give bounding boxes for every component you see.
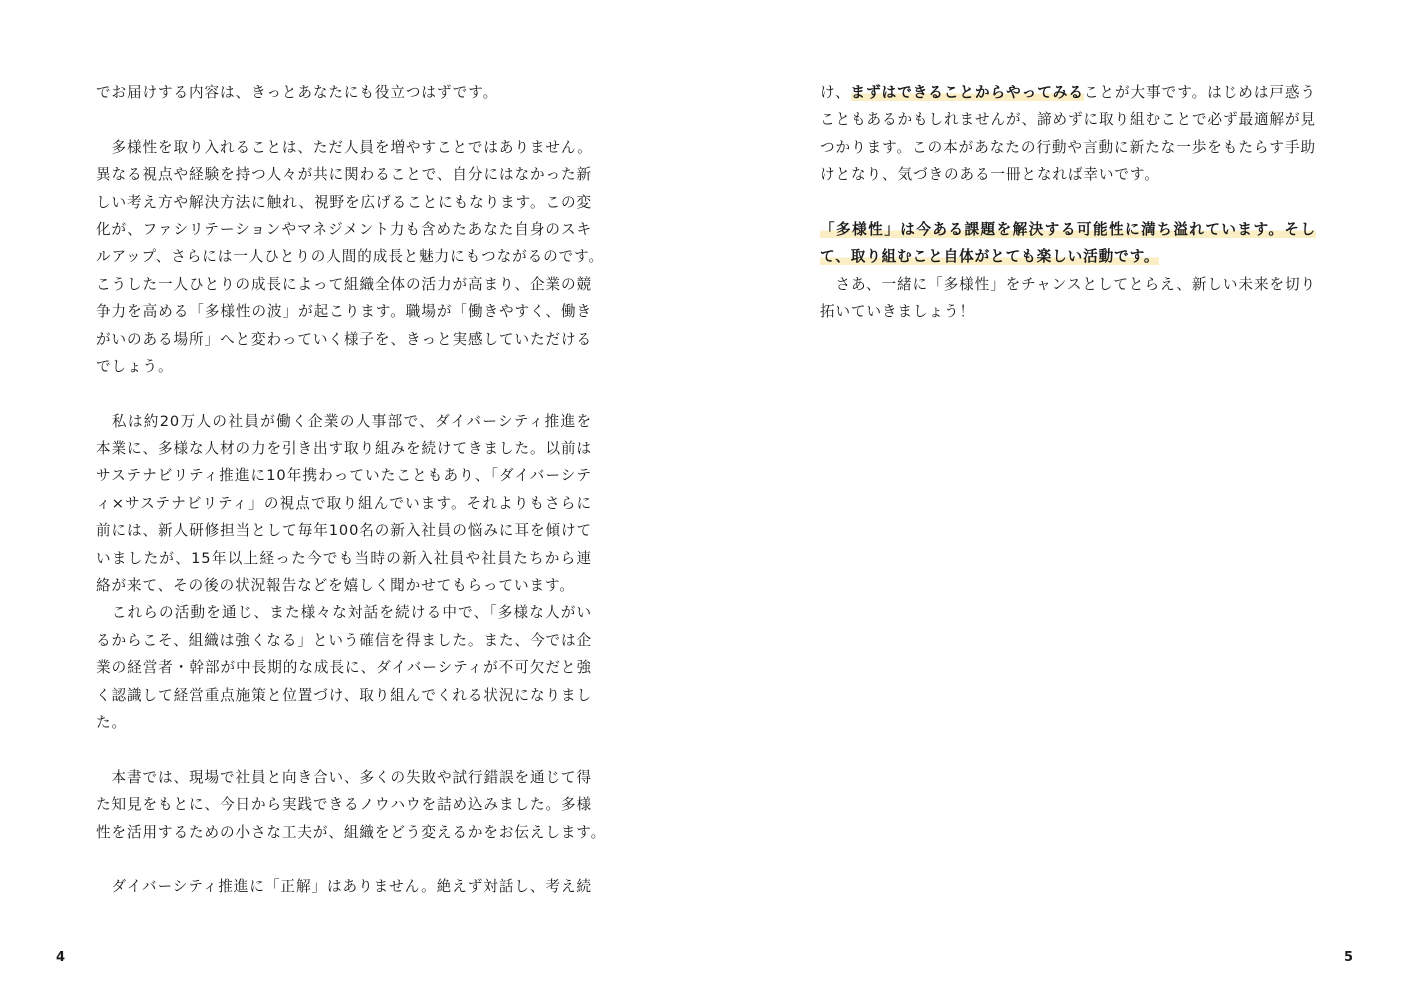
- text-line: 性を活用するための小さな工夫が、組織をどう変えるかをお伝えします。: [96, 823, 607, 841]
- text-line: こうした一人ひとりの成長によって組織全体の活力が高まり、企業の競: [96, 275, 592, 293]
- text-line: いましたが、15年以上経った今でも当時の新入社員や社員たちから連: [96, 549, 592, 567]
- text-line: 争力を高める「多様性の波」が起こります。職場が「働きやすく、働き: [96, 303, 592, 321]
- text-line: た。: [96, 713, 127, 731]
- paragraph-gap: [96, 380, 592, 407]
- text-line: ルアップ、さらには一人ひとりの人間的成長と魅力にもつながるのです。: [96, 248, 604, 266]
- text-line: つかります。この本があなたの行動や言動に新たな一歩をもたらす手助: [820, 138, 1316, 156]
- text-line: でお届けする内容は、きっとあなたにも役立つはずです。: [96, 84, 499, 101]
- text-line: これらの活動を通じ、また様々な対話を続ける中で、「多様な人がい: [96, 604, 592, 622]
- paragraph-gap: [96, 846, 592, 873]
- right-page: [705, 0, 1410, 1000]
- text-line: ィ×サステナビリティ」の視点で取り組んでいます。それよりもさらに: [96, 494, 592, 512]
- text-line: けとなり、気づきのある一冊となれば幸いです。: [820, 166, 1160, 184]
- text-line: 異なる視点や経験を持つ人々が共に関わることで、自分にはなかった新: [96, 166, 592, 184]
- page-number-left: 4: [56, 950, 66, 965]
- text-line: 私は約20万人の社員が働く企業の人事部で、ダイバーシティ推進を: [96, 412, 592, 430]
- paragraph-gap: [96, 736, 592, 763]
- text-line: がいのある場所」へと変わっていく様子を、きっと実感していただける: [96, 330, 592, 348]
- paragraph-gap: [96, 106, 592, 133]
- text-line: 絡が来て、その後の状況報告などを嬉しく聞かせてもらっています。: [96, 577, 575, 595]
- text-line: け、まずはできることからやってみることが大事です。はじめは戸惑う: [820, 84, 1316, 101]
- right-page-text: [820, 79, 1316, 326]
- highlighted-line: て、取り組むこと自体がとても楽しい活動です。: [820, 248, 1160, 266]
- text-line: 前には、新人研修担当として毎年100名の新入社員の悩みに耳を傾けて: [96, 522, 592, 540]
- highlighted-phrase: まずはできることからやってみる: [850, 84, 1084, 101]
- text-line: 本業に、多様な人材の力を引き出す取り組みを続けてきました。以前は: [96, 440, 592, 458]
- text-line: ダイバーシティ推進に「正解」はありません。絶えず対話し、考え続: [96, 878, 592, 896]
- text-line: こともあるかもしれませんが、諦めずに取り組むことで必ず最適解が見: [820, 111, 1316, 129]
- text-line: く認識して経営重点施策と位置づけ、取り組んでくれる状況になりまし: [96, 686, 592, 704]
- left-page-text: [96, 79, 607, 901]
- text-line: 化が、ファシリテーションやマネジメント力も含めたあなた自身のスキ: [96, 220, 592, 238]
- text-line: 業の経営者・幹部が中長期的な成長に、ダイバーシティが不可欠だと強: [96, 659, 592, 677]
- text-line: た知見をもとに、今日から実践できるノウハウを詰め込みました。多様: [96, 796, 592, 814]
- text-line: 拓いていきましょう！: [820, 303, 975, 321]
- text-line: さあ、一緒に「多様性」をチャンスとしてとらえ、新しい未来を切り: [820, 275, 1317, 293]
- text-line: でしょう。: [96, 357, 174, 375]
- page-number-right: 5: [1344, 950, 1354, 965]
- text-line: サステナビリティ推進に10年携わっていたこともあり、「ダイバーシテ: [96, 467, 592, 485]
- text-line: しい考え方や解決方法に触れ、視野を広げることにもなります。この変: [96, 193, 592, 211]
- paragraph-gap: [820, 189, 1316, 216]
- text-line: 本書では、現場で社員と向き合い、多くの失敗や試行錯誤を通じて得: [96, 768, 592, 786]
- highlighted-line: 「多様性」は今ある課題を解決する可能性に満ち溢れています。そし: [820, 220, 1316, 238]
- text-line: 多様性を取り入れることは、ただ人員を増やすことではありません。: [96, 138, 593, 156]
- text-line: るからこそ、組織は強くなる」という確信を得ました。また、今では企: [96, 631, 592, 649]
